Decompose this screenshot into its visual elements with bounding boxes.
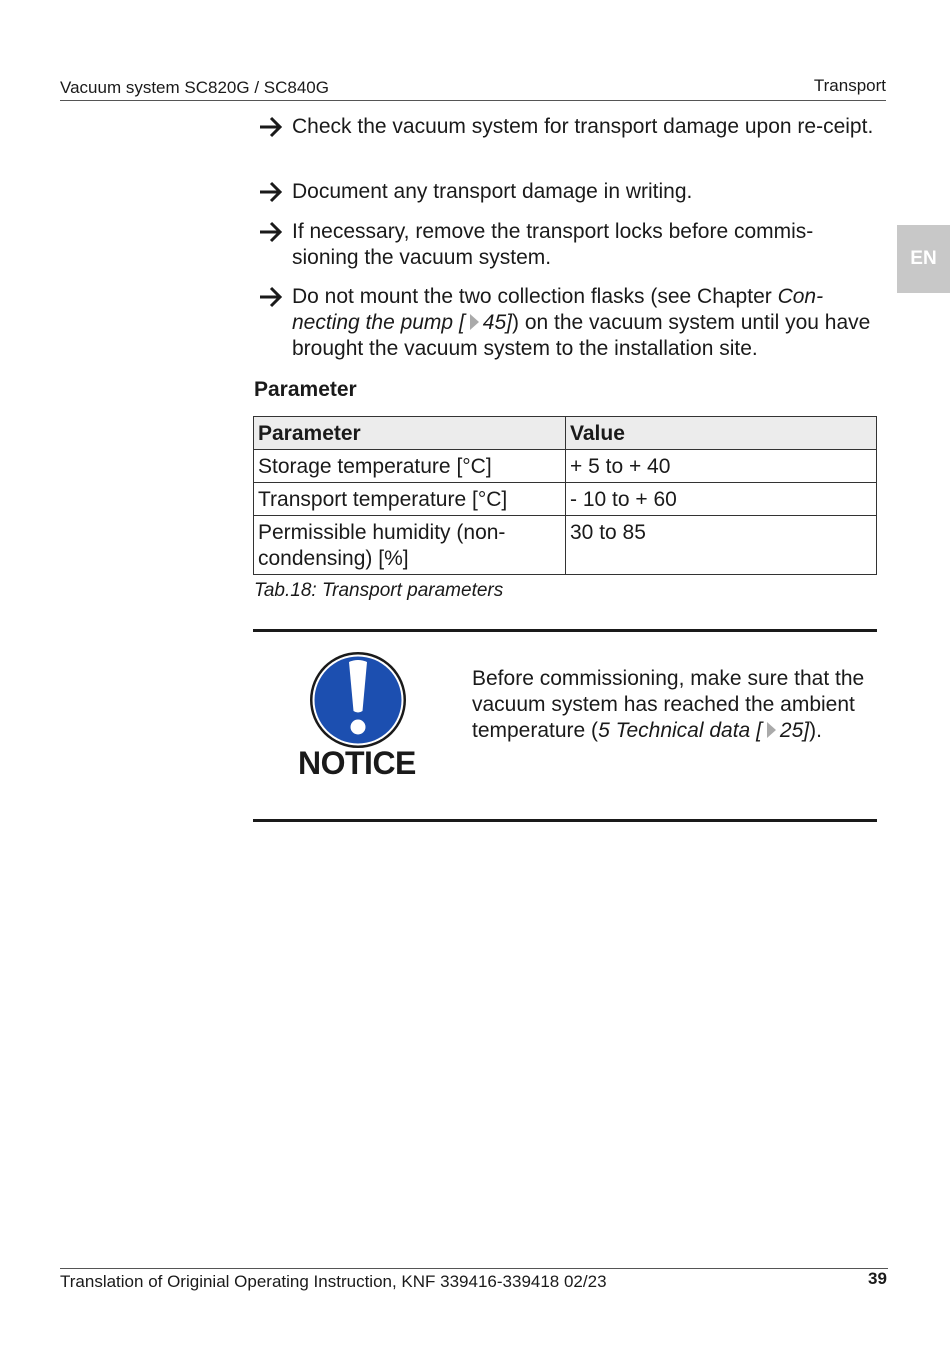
chapter-link-page: 45 [482,311,507,334]
column-header-value: Value [566,417,877,450]
header-document-title: Vacuum system SC820G / SC840G [60,78,329,97]
transport-parameters-table [253,416,877,575]
technical-data-link-label: 5 Technical data [598,719,751,742]
table-cell-value: 30 to 85 [566,516,877,575]
step-text: Check the vacuum system for transport damage upon re-ceipt. [292,115,874,138]
step-check-damage [258,114,878,140]
right-arrow-icon [258,114,288,138]
right-arrow-icon [258,284,288,308]
step-text [292,284,878,362]
step-text-part: Do not mount the two collection flasks (see Chapter [292,285,778,308]
footer-divider [60,1268,888,1269]
link-bracket: [ [458,311,465,334]
notice-label: NOTICE [298,745,416,781]
link-bracket: ] [803,719,810,742]
step-text: If necessary, remove the transport locks before commis-sioning the vacuum system. [292,220,814,269]
link-bracket: ] [506,311,512,334]
link-bracket: [ [756,719,762,742]
language-tab-label: EN [910,248,937,269]
step-collection-flasks [258,284,878,362]
step-document-damage [258,179,878,205]
header-divider [60,100,886,101]
language-tab[interactable] [897,225,950,293]
header-section-title: Transport [813,76,886,95]
table-cell-value: - 10 to + 60 [566,483,877,516]
notice-text-part: Before commissioning, make sure that the vacuum system has reached the ambient temperature ( [472,667,865,742]
step-text: Document any transport damage in writing. [292,180,693,203]
table-row [254,450,877,483]
page-reference-icon [767,722,776,738]
column-header-parameter: Parameter [254,417,566,450]
table-cell-parameter: Storage temperature [°C] [254,450,566,483]
notice-text [472,666,872,744]
step-remove-locks [258,219,878,271]
page-reference-icon [470,314,479,330]
table-header-row [254,417,877,450]
table-cell-parameter: Transport temperature [°C] [254,483,566,516]
step-text-part: ) on the vacuum system until you have brought the vacuum system to the installation site. [292,311,871,360]
page-number: 39 [868,1269,887,1288]
table-cell-parameter: Permissible humidity (non-condensing) [%] [254,516,566,575]
right-arrow-icon [258,179,288,203]
exclamation-circle-icon [308,650,408,755]
section-heading: Parameter [254,378,357,401]
notice-text-part: ). [809,719,822,742]
technical-data-link-page: 25 [779,719,804,742]
right-arrow-icon [258,219,288,243]
table-cell-value: + 5 to + 40 [566,450,877,483]
notice-bottom-divider [253,819,877,822]
notice-top-divider [253,629,877,632]
table-row [254,516,877,575]
table-row [254,483,877,516]
technical-data-link[interactable] [598,719,809,742]
footer-text: Translation of Originial Operating Instruction, KNF 339416-339418 02/23 [60,1272,607,1291]
table-caption: Tab.18: Transport parameters [254,580,504,601]
chapter-link-label: Con-necting the pump [292,285,824,334]
